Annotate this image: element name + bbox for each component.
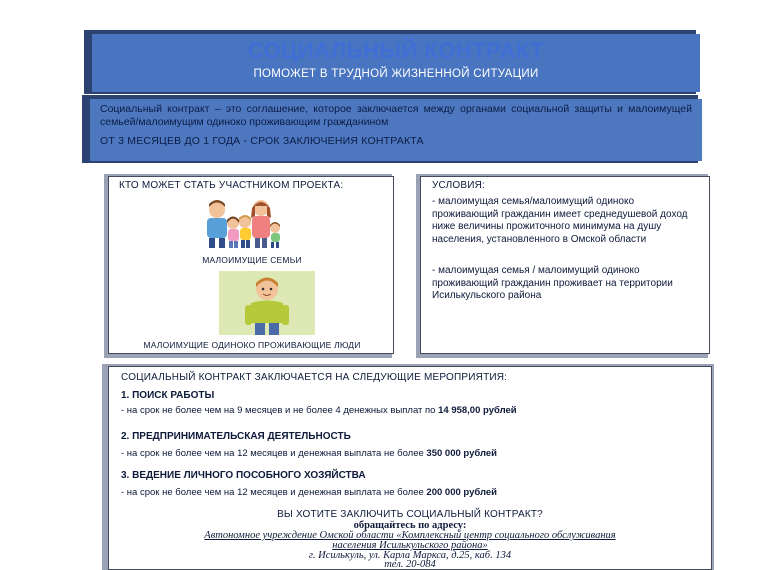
activity-amount: 200 000 рублей	[426, 487, 498, 498]
conditions-box	[420, 176, 710, 354]
page-subtitle: ПОМОЖЕТ В ТРУДНОЙ ЖИЗНЕННОЙ СИТУАЦИИ	[253, 68, 539, 80]
activity-amount: 14 958,00 рублей	[438, 405, 517, 416]
activity-heading: 2. ПРЕДПРИНИМАТЕЛЬСКАЯ ДЕЯТЕЛЬНОСТЬ	[121, 431, 351, 442]
activities-title: СОЦИАЛЬНЫЙ КОНТРАКТ ЗАКЛЮЧАЕТСЯ НА СЛЕДУЮЩИЕ МЕРОПРИЯТИЯ:	[121, 372, 508, 383]
organization-name-cont: населения Исилькульского района»	[332, 540, 488, 551]
activity-text: - на срок не более чем на 9 месяцев и не более 4 денежных выплат по 14 958,00 рублей	[121, 405, 517, 416]
contact-prompt: обращайтесь по адресу:	[353, 520, 467, 531]
single-person-illustration	[219, 271, 315, 335]
organization-name: Автономное учреждение Омской области «Комплексный центр социального обслуживания	[204, 530, 616, 541]
condition-item: - малоимущая семья / малоимущий одиноко проживающий гражданин проживает на территории Исилькульского района	[432, 265, 673, 301]
activity-heading: 1. ПОИСК РАБОТЫ	[121, 390, 215, 401]
page-title: СОЦИАЛЬНЫЙ КОНТРАКТ	[247, 38, 545, 63]
intro-band	[90, 99, 702, 161]
activity-heading: 3. ВЕДЕНИЕ ЛИЧНОГО ПОСОБНОГО ХОЗЯЙСТВА	[121, 470, 366, 481]
contact-phone: тел. 20-084	[384, 559, 436, 570]
contact-address: г. Исилькуль, ул. Карла Маркса, д.25, каб. 134	[308, 550, 512, 561]
activity-text: - на срок не более чем на 12 месяцев и денежная выплата не более 350 000 рублей	[121, 448, 498, 459]
family-caption: МАЛОИМУЩИЕ СЕМЬИ	[202, 255, 302, 265]
conditions-title: УСЛОВИЯ:	[432, 180, 486, 191]
condition-item: - малоимущая семья/малоимущий одиноко проживающий гражданин имеет среднедушевой доход ниже величины прожиточного минимума на душу населения, установленного в Омской области	[432, 196, 688, 245]
contact-question: ВЫ ХОТИТЕ ЗАКЛЮЧИТЬ СОЦИАЛЬНЫЙ КОНТРАКТ?	[277, 509, 543, 520]
activity-amount: 350 000 рублей	[426, 448, 498, 459]
participants-box	[108, 176, 394, 354]
family-illustration	[199, 196, 285, 248]
contract-definition: Социальный контракт – это соглашение, которое заключается между органами социальной защиты и малоимущей семьей/малоимущим одиноко проживающим гражданином	[100, 103, 692, 128]
contract-term: ОТ 3 МЕСЯЦЕВ ДО 1 ГОДА - СРОК ЗАКЛЮЧЕНИЯ КОНТРАКТА	[100, 135, 424, 147]
activity-text: - на срок не более чем на 12 месяцев и денежная выплата не более 200 000 рублей	[121, 487, 498, 498]
participants-title: КТО МОЖЕТ СТАТЬ УЧАСТНИКОМ ПРОЕКТА:	[119, 180, 344, 191]
single-caption: МАЛОИМУЩИЕ ОДИНОКО ПРОЖИВАЮЩИЕ ЛЮДИ	[143, 340, 361, 350]
